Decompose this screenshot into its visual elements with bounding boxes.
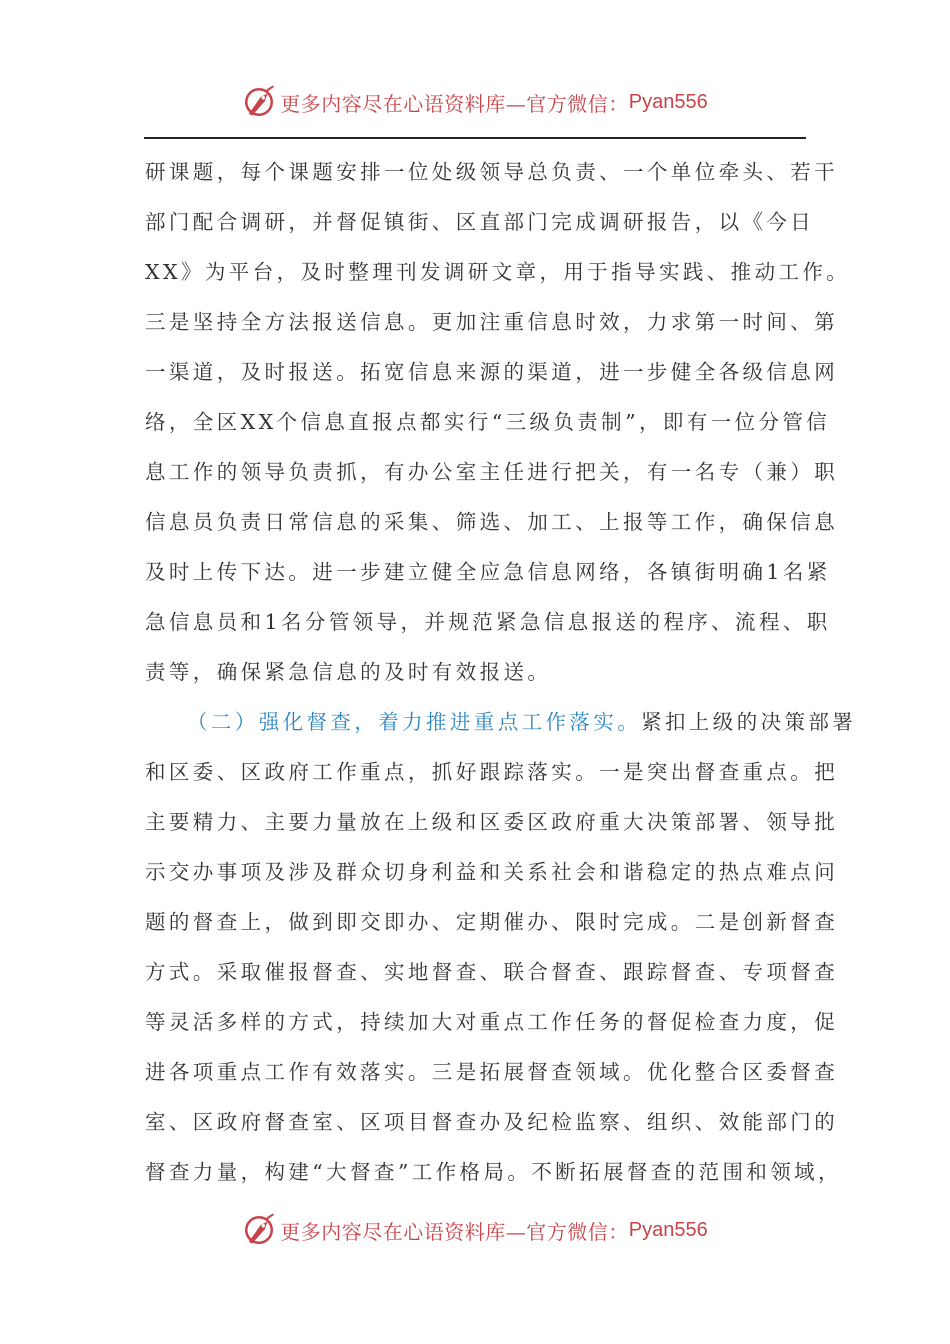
section-heading-line	[145, 700, 857, 750]
body-line: 进各项重点工作有效落实。三是拓展督查领域。优化整合区委督查	[145, 1060, 839, 1084]
body-line: 方式。采取催报督查、实地督查、联合督查、跟踪督查、专项督查	[145, 960, 839, 984]
footer-banner-text: 更多内容尽在心语资料库—官方微信：	[280, 1219, 629, 1244]
body-line: 督查力量，构建“大督查”工作格局。不断拓展督查的范围和领域，	[145, 1160, 842, 1184]
body-line: 题的督查上，做到即交即办、定期催办、限时完成。二是创新督查	[145, 910, 839, 934]
body-line: 一渠道，及时报送。拓宽信息来源的渠道，进一步健全各级信息网	[145, 360, 839, 384]
body-line: 络，全区XX个信息直报点都实行“三级负责制”，即有一位分管信	[145, 410, 831, 434]
header-divider	[144, 137, 806, 139]
pen-nib-logo-icon	[242, 1213, 276, 1247]
header-wechat-id: Pyan556	[628, 90, 708, 113]
body-line: 示交办事项及涉及群众切身利益和关系社会和谐稳定的热点难点问	[145, 860, 839, 884]
body-line: 责等，确保紧急信息的及时有效报送。	[145, 660, 552, 684]
body-line: 等灵活多样的方式，持续加大对重点工作任务的督促检查力度，促	[145, 1010, 839, 1034]
body-line: 主要精力、主要力量放在上级和区委区政府重大决策部署、领导批	[145, 810, 839, 834]
header-banner	[0, 80, 950, 124]
section-heading: （二）强化督查，着力推进重点工作落实。	[187, 710, 642, 734]
header-banner-text: 更多内容尽在心语资料库—官方微信：	[280, 91, 629, 116]
body-line: 息工作的领导负责抓，有办公室主任进行把关，有一名专（兼）职	[145, 460, 839, 484]
body-line: 及时上传下达。进一步建立健全应急信息网络，各镇街明确1名紧	[145, 560, 831, 584]
document-body	[145, 150, 857, 1200]
body-line: 信息员负责日常信息的采集、筛选、加工、上报等工作，确保信息	[145, 510, 839, 534]
body-line: 室、区政府督查室、区项目督查办及纪检监察、组织、效能部门的	[145, 1110, 839, 1134]
body-line: 和区委、区政府工作重点，抓好跟踪落实。一是突出督查重点。把	[145, 760, 839, 784]
body-line: 急信息员和1名分管领导，并规范紧急信息报送的程序、流程、职	[145, 610, 831, 634]
footer-banner	[0, 1208, 950, 1252]
pen-nib-logo-icon	[242, 85, 276, 119]
body-line: XX》为平台，及时整理刊发调研文章，用于指导实践、推动工作。	[145, 260, 851, 284]
footer-wechat-id: Pyan556	[628, 1218, 708, 1241]
section-heading-rest: 紧扣上级的决策部署	[641, 710, 857, 734]
body-line: 研课题，每个课题安排一位处级领导总负责、一个单位牵头、若干	[145, 160, 839, 184]
body-line: 三是坚持全方法报送信息。更加注重信息时效，力求第一时间、第	[145, 310, 839, 334]
body-line: 部门配合调研，并督促镇街、区直部门完成调研报告，以《今日	[145, 210, 815, 234]
